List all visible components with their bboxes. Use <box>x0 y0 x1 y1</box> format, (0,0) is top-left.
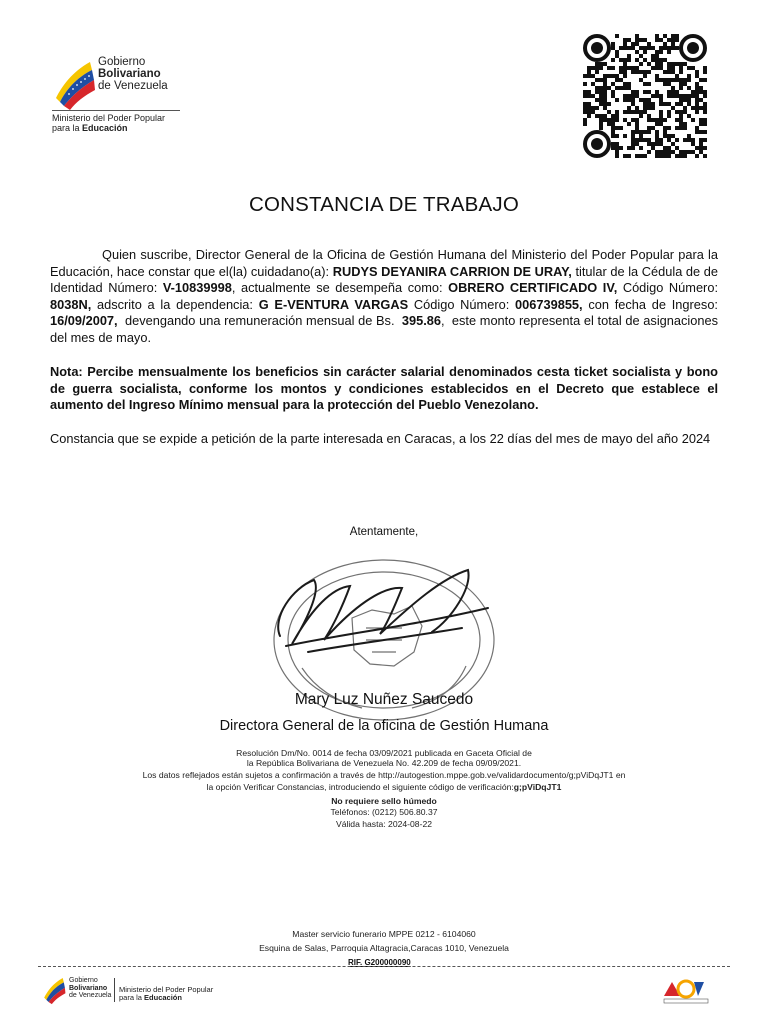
footer-logo-line-3: de Venezuela <box>69 992 112 999</box>
hire-date: 16/09/2007, <box>50 313 118 329</box>
department-name: G E-VENTURA VARGAS <box>258 296 409 312</box>
logo-divider <box>52 110 180 111</box>
ministry-line-1: Ministerio del Poder Popular <box>52 113 166 123</box>
text-segment: titular de la Cédula de de Identidad Número: <box>50 263 718 296</box>
footer-ministry-line-1: Ministerio del Poder Popular <box>119 985 214 994</box>
department-code: 006739855, <box>515 296 583 312</box>
employee-name: RUDYS DEYANIRA CARRION DE URAY, <box>332 263 572 279</box>
resolution-line-1: Resolución Dm/No. 0014 de fecha 03/09/2021 publicada en Gaceta Oficial de <box>236 748 532 758</box>
salary-amount: 395.86 <box>401 313 441 329</box>
footer-logo-divider <box>114 978 115 1002</box>
ministry-line-2-prefix: para la <box>52 123 83 133</box>
benefits-note: Nota: Percibe mensualmente los beneficios sin carácter salarial denominados cesta ticket socialista y bono de guerra socialista, conforme los montos y condiciones establecidos en el Decreto que establece el aumento del Ingreso Mínimo mensual para la protección del Pueblo Venezolano. <box>50 364 718 413</box>
footer-flag-logo-icon <box>42 975 66 1005</box>
footer-line-1: Master servicio funerario MPPE 0212 - 6104060 <box>292 929 476 939</box>
footer-divider <box>38 966 730 967</box>
cedula-number: V-10839998 <box>162 280 232 296</box>
footer-logo-line-1: Gobierno <box>69 977 98 984</box>
ministry-line-2-bold: Educación <box>82 123 128 133</box>
footer-address: Esquina de Salas, Parroquia Altagracia,Caracas 1010, Venezuela <box>259 943 509 953</box>
logo-line-1: Gobierno <box>98 56 146 68</box>
closing-salutation: Atentamente, <box>349 526 419 538</box>
issuance-statement: Constancia que se expide a petición de la parte interesada en Caracas, a los 22 días del mes de mayo del año 2024 <box>50 431 711 446</box>
footer-ministry-name <box>119 986 213 1002</box>
job-title: OBRERO CERTIFICADO IV, <box>448 280 618 296</box>
text-segment: Código Número: <box>617 280 718 296</box>
footer-logo-line-2: Bolivariano <box>69 984 108 992</box>
signer-role: Directora General de la oficina de Gestión Humana <box>219 718 549 734</box>
valid-until-line: Válida hasta: 2024-08-22 <box>335 819 433 829</box>
logo-line-3: de Venezuela <box>98 80 168 92</box>
verification-code: g;pViDqJT1 <box>513 782 562 792</box>
document-title: CONSTANCIA DE TRABAJO <box>249 193 519 216</box>
text-segment: , actualmente se desempeña como: <box>231 280 449 296</box>
text-segment: adscrito a la dependencia: <box>91 296 259 312</box>
verification-text: la opción Verificar Constancias, introduciendo el siguiente código de verificación: <box>206 782 514 792</box>
footer-ministry-line-2-prefix: para la <box>119 993 145 1002</box>
text-segment: con fecha de Ingreso: <box>582 296 718 312</box>
footer-ministry-line-2-bold: Educación <box>144 993 182 1002</box>
phone-line: Teléfonos: (0212) 506.80.37 <box>330 807 438 817</box>
text-segment: Quien suscribe, Director General de la Oficina de Gestión Humana del Ministerio del Poder Popular para la Educación, hace constar que el(la) cuidadano(a): <box>50 247 718 279</box>
no-stamp-required: No requiere sello húmedo <box>331 796 437 806</box>
venezuela-flag-logo-icon <box>52 58 96 110</box>
anniversary-emblem-icon <box>660 974 712 1006</box>
text-segment: , este monto representa el total de asignaciones del mes de mayo. <box>50 313 722 345</box>
logo-line-2: Bolivariano <box>98 68 161 80</box>
position-code: 8038N, <box>50 296 92 312</box>
verification-code-line <box>0 782 768 792</box>
verification-url-line: Los datos reflejados están sujetos a confirmación a través de http://autogestion.mppe.gob.ve/validardocumento/g;pViDqJT1 en <box>142 770 626 780</box>
text-segment: Código Número: <box>408 296 515 312</box>
government-logo-text <box>98 56 168 92</box>
certification-paragraph <box>50 247 722 347</box>
ministry-name <box>52 113 165 133</box>
text-segment: devengando una remuneración mensual de Bs. <box>117 313 402 329</box>
rif-number: RIF. G200000090 <box>348 958 411 967</box>
footer-government-logo-text <box>69 977 111 1000</box>
signer-name: Mary Luz Nuñez Saucedo <box>294 691 474 708</box>
qr-code-icon <box>583 34 707 158</box>
resolution-line-2: la República Bolivariana de Venezuela No. 42.209 de fecha 09/09/2021. <box>246 758 522 768</box>
